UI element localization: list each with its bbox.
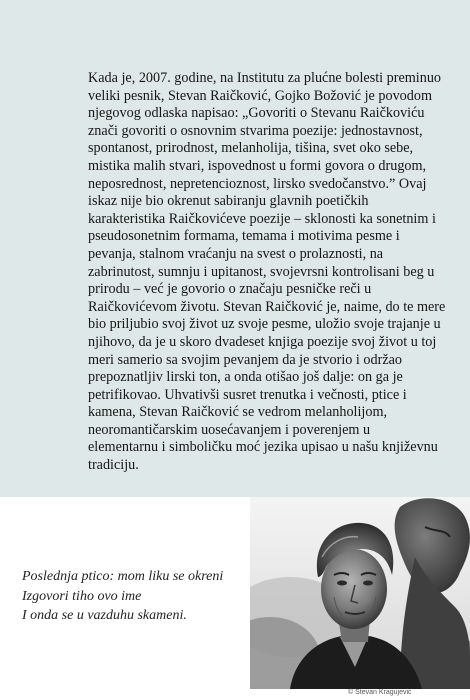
- body-line: Kada je, 2007. godine, na Institutu za plućne bolesti preminuo: [88, 70, 442, 86]
- poem-line: Poslednja ptico: mom liku se okreni: [22, 569, 224, 584]
- body-line: prepoznatljiv lirski ton, a onda otišao još dalje: on ga je: [88, 369, 403, 386]
- body-line: znači govoriti o osnovnim stvarima poezije: jednostavnost,: [88, 122, 423, 139]
- body-line: spontanost, prirodnost, melanholija, tišina, svet oko sebe,: [88, 140, 414, 157]
- body-line: bio priljubio svoj život uz svoje pesme, uložio svoje trajanje u: [88, 316, 441, 333]
- poem-quote: [22, 567, 223, 626]
- photo-credit: © Stevan Kragujević: [348, 689, 412, 696]
- body-line: njegovog odlaska napisao: „Govoriti o Stevanu Raičkoviću: [88, 105, 425, 122]
- body-line: njihovo, da je u skoro dvadeset knjiga poezije svoj život u toj: [88, 333, 437, 350]
- body-line: meri samerio sa svojim pevanjem da je stvorio i održao: [88, 351, 403, 368]
- body-line: tradiciju.: [88, 457, 139, 474]
- body-line: neposrednost, nepretencioznost, lirsko svedočanstvo.” Ovaj: [88, 175, 427, 192]
- body-line: karakteristika Raičkovićeve poezije – sklonosti ka sonetnim i: [88, 210, 436, 227]
- poem-line: I onda se u vazduhu skameni.: [22, 608, 187, 623]
- body-line: neoromantičarskim uosećavanjem i poverenjem u: [88, 421, 371, 438]
- body-line: Raičkovićevom životu. Stevan Raičković je, naime, do te mere: [88, 298, 446, 315]
- body-line: elementarnu i simboličku moć jezika upisao u našu književnu: [88, 439, 438, 456]
- body-line: veliki pesnik, Stevan Raičković, Gojko Božović je povodom: [88, 87, 432, 104]
- body-line: pevanja, stalnom vraćanju na svest o prolaznosti, na: [88, 245, 384, 262]
- body-line: pseudosonetnim formama, temama i motivima pesme i: [88, 228, 400, 245]
- author-photo: [250, 497, 470, 689]
- body-line: iskaz nije bio okrenut sabiranju glavnih poetičkih: [88, 193, 369, 210]
- body-line: mistika malih stvari, ispovednost u formi govora o drugom,: [88, 157, 427, 174]
- body-line: prirodu – već je govorio o značaju pesničke reči u: [88, 281, 372, 298]
- body-line: zabrinutost, sumnju i upitanost, svojevrsni kontrolisani beg u: [88, 263, 435, 280]
- body-line: petrifikovao. Uhvativši susret trenutka i večnosti, ptice i: [88, 386, 407, 403]
- body-paragraph: [88, 70, 446, 475]
- body-line: kamena, Stevan Raičković se vedrom melanholijom,: [88, 404, 388, 421]
- poem-line: Izgovori tiho ovo ime: [22, 588, 142, 604]
- author-photo-image: [250, 497, 470, 689]
